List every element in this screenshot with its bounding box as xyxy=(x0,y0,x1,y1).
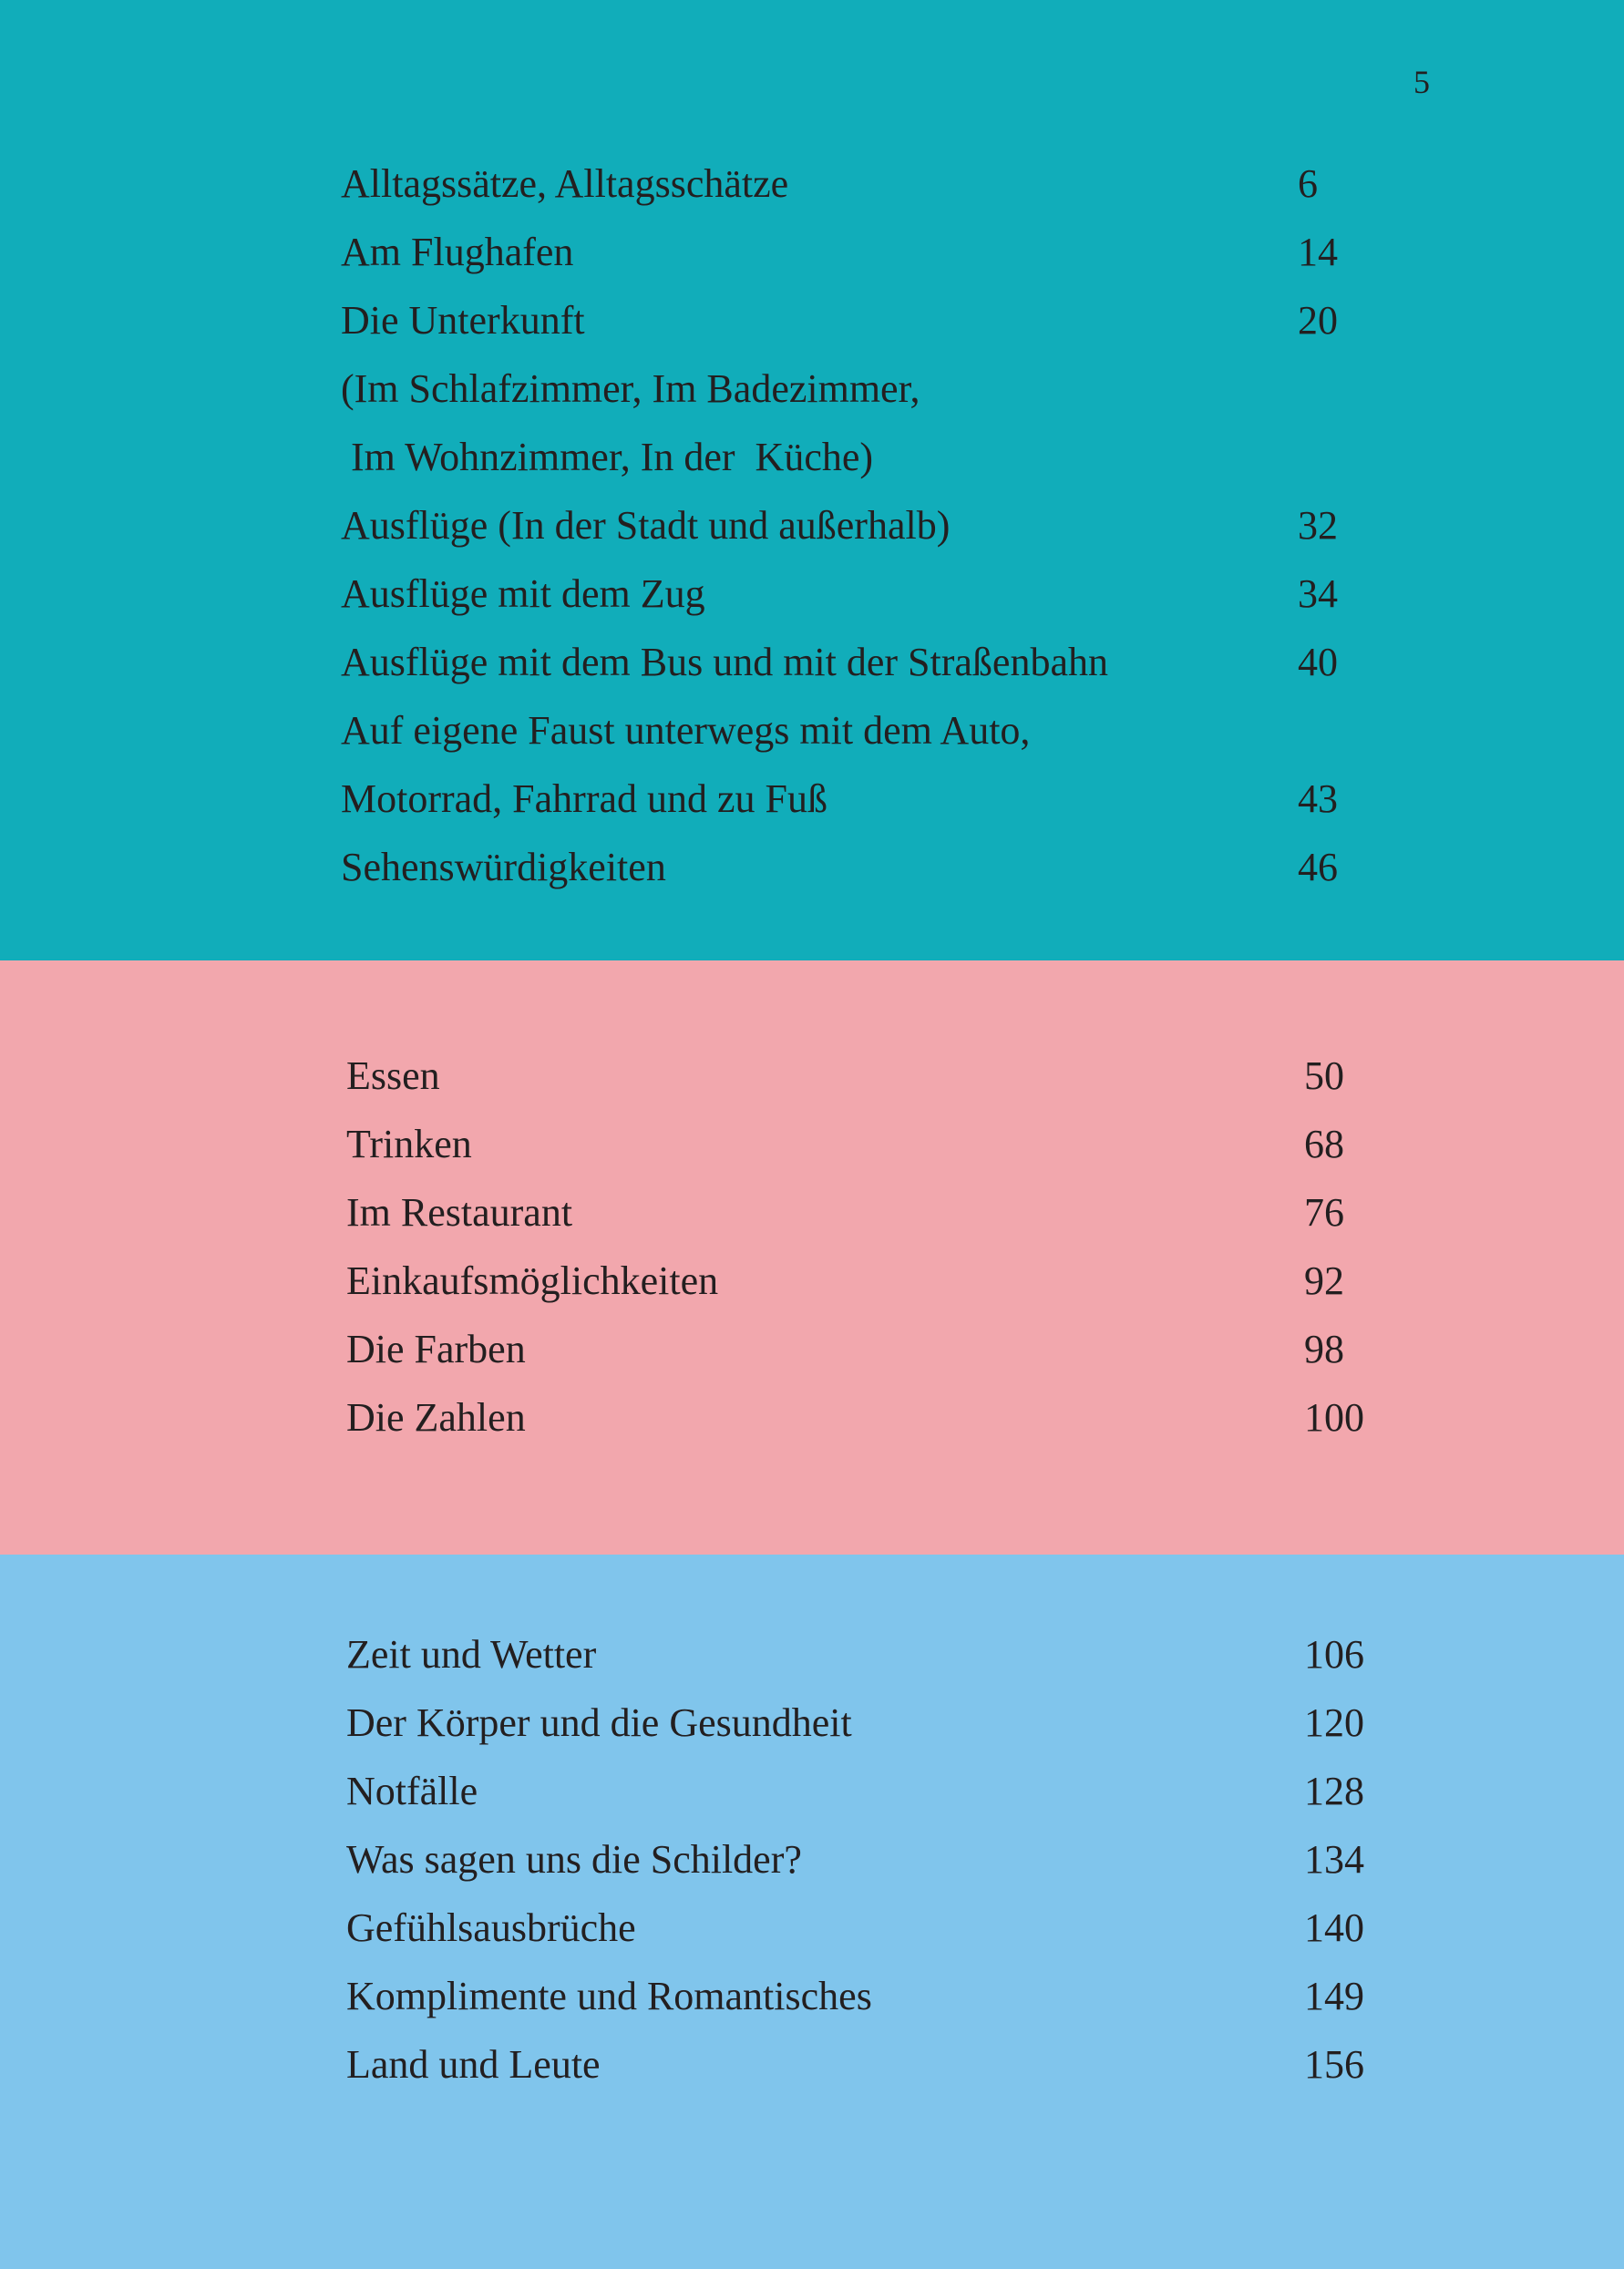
toc-entry-title: Im Wohnzimmer, In der Küche) xyxy=(341,435,874,479)
toc-entry xyxy=(346,1178,1394,1247)
toc-entry xyxy=(341,423,1389,491)
toc-entry xyxy=(346,1962,1394,2030)
toc-entry-title: Gefühlsausbrüche xyxy=(346,1905,636,1950)
toc-entry-page: 120 xyxy=(1304,1700,1364,1745)
toc-entry-page: 20 xyxy=(1298,298,1338,343)
toc-entry xyxy=(341,218,1389,286)
toc-entry-title: Ausflüge mit dem Bus und mit der Straßenbahn xyxy=(341,640,1108,684)
toc-entry xyxy=(341,765,1389,833)
toc-entry-page: 6 xyxy=(1298,161,1318,206)
toc-entry xyxy=(346,1757,1394,1825)
toc-entry-title: Notfälle xyxy=(346,1769,478,1813)
toc-entry xyxy=(346,1825,1394,1894)
toc-entry-title: Land und Leute xyxy=(346,2042,601,2087)
toc-entry xyxy=(341,286,1389,354)
toc-list-pink xyxy=(346,1042,1394,1452)
toc-entry-title: Ausflüge mit dem Zug xyxy=(341,571,705,616)
toc-entry xyxy=(346,1894,1394,1962)
toc-entry-page: 14 xyxy=(1298,230,1338,274)
toc-entry-title: Komplimente und Romantisches xyxy=(346,1974,872,2018)
toc-entry-page: 98 xyxy=(1304,1327,1344,1371)
toc-entry xyxy=(346,1620,1394,1689)
toc-entry-page: 43 xyxy=(1298,776,1338,821)
toc-entry-page: 34 xyxy=(1298,571,1338,616)
toc-entry-title: Sehenswürdigkeiten xyxy=(341,845,666,889)
toc-entry-page: 106 xyxy=(1304,1632,1364,1677)
toc-entry-page: 40 xyxy=(1298,640,1338,684)
toc-entry-page: 149 xyxy=(1304,1974,1364,2018)
toc-entry-title: Der Körper und die Gesundheit xyxy=(346,1700,852,1745)
toc-entry xyxy=(341,696,1389,765)
toc-list-blue xyxy=(346,1620,1394,2099)
toc-entry-page: 92 xyxy=(1304,1258,1344,1303)
toc-entry xyxy=(346,2030,1394,2099)
toc-entry-title: Was sagen uns die Schilder? xyxy=(346,1837,802,1882)
toc-entry xyxy=(341,560,1389,628)
toc-list-teal xyxy=(341,149,1389,901)
toc-entry-page: 76 xyxy=(1304,1190,1344,1235)
toc-entry xyxy=(346,1042,1394,1110)
toc-entry-title: Alltagssätze, Alltagsschätze xyxy=(341,161,789,206)
toc-entry-page: 46 xyxy=(1298,845,1338,889)
toc-entry-page: 140 xyxy=(1304,1905,1364,1950)
toc-entry xyxy=(341,491,1389,560)
toc-entry-title: Zeit und Wetter xyxy=(346,1632,597,1677)
toc-entry-page: 100 xyxy=(1304,1395,1364,1440)
toc-entry-title: Am Flughafen xyxy=(341,230,574,274)
toc-entry-page: 68 xyxy=(1304,1122,1344,1166)
toc-entry-page: 32 xyxy=(1298,503,1338,548)
toc-entry-title: Die Zahlen xyxy=(346,1395,526,1440)
toc-entry-page: 156 xyxy=(1304,2042,1364,2087)
toc-entry-page: 50 xyxy=(1304,1053,1344,1098)
toc-entry-title: Ausflüge (In der Stadt und außerhalb) xyxy=(341,503,951,548)
toc-entry-page: 128 xyxy=(1304,1769,1364,1813)
toc-entry xyxy=(346,1689,1394,1757)
toc-entry-title: (Im Schlafzimmer, Im Badezimmer, xyxy=(341,366,920,411)
toc-entry xyxy=(346,1383,1394,1452)
toc-entry-title: Im Restaurant xyxy=(346,1190,573,1235)
toc-entry xyxy=(346,1110,1394,1178)
toc-entry-title: Motorrad, Fahrrad und zu Fuß xyxy=(341,776,828,821)
toc-entry xyxy=(341,354,1389,423)
toc-entry xyxy=(346,1315,1394,1383)
toc-entry xyxy=(341,833,1389,901)
toc-entry-title: Auf eigene Faust unterwegs mit dem Auto, xyxy=(341,708,1031,753)
toc-entry-page: 134 xyxy=(1304,1837,1364,1882)
toc-entry-title: Die Unterkunft xyxy=(341,298,585,343)
toc-entry-title: Einkaufsmöglichkeiten xyxy=(346,1258,719,1303)
toc-entry xyxy=(341,149,1389,218)
toc-entry-title: Essen xyxy=(346,1053,440,1098)
toc-entry xyxy=(341,628,1389,696)
page-number: 5 xyxy=(1413,64,1430,100)
toc-entry-title: Trinken xyxy=(346,1122,472,1166)
toc-entry xyxy=(346,1247,1394,1315)
toc-entry-title: Die Farben xyxy=(346,1327,526,1371)
